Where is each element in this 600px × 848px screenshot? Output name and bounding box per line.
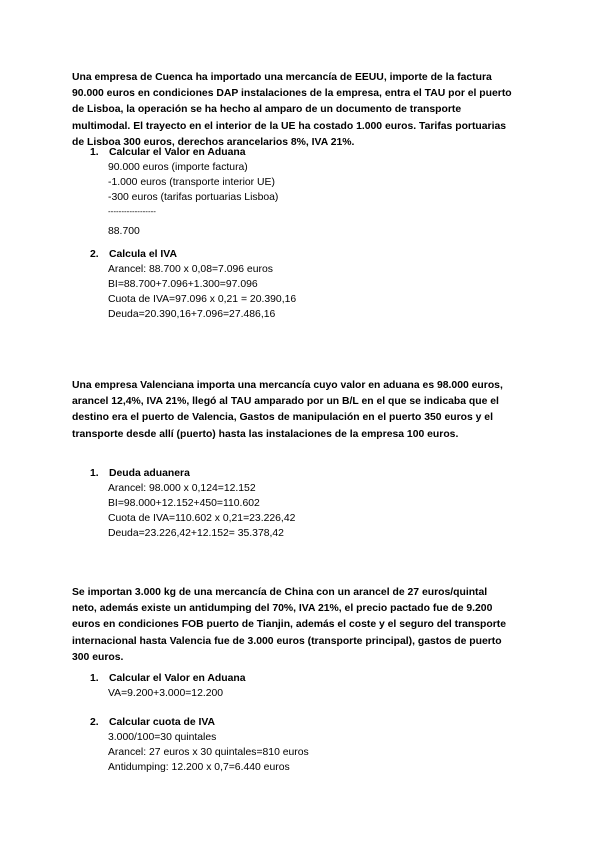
item-heading: Deuda aduanera (109, 468, 190, 479)
problem-3-item-1-heading (90, 671, 245, 686)
item-heading: Calcular el Valor en Aduana (109, 673, 246, 684)
problem-1-item-1-heading (90, 145, 245, 160)
item-number: 1. (90, 468, 99, 479)
item-number: 1. (90, 147, 99, 158)
calc-line: BI=98.000+12.152+450=110.602 (108, 498, 260, 510)
problem-2-item-1-heading (90, 466, 190, 481)
calc-line: Deuda=23.226,42+12.152= 35.378,42 (108, 528, 284, 540)
item-number: 2. (90, 717, 99, 728)
item-heading: Calcular cuota de IVA (109, 717, 216, 728)
item-number: 2. (90, 249, 99, 260)
problem-3-item-1-body (108, 686, 223, 701)
item-heading: Calcular el Valor en Aduana (109, 147, 246, 158)
calc-line: Arancel: 98.000 x 0,124=12.152 (108, 483, 256, 494)
problem-3-statement: Se importan 3.000 kg de una mercancía de China con un arancel de 27 euros/quintal neto, además existe un antidumping del 70%, IVA 21%, el precio pactado fue de 9.200 euros en condiciones FOB puerto de Tianjin, además el coste y el seguro del transporte internacional hasta Valencia fue de 3.000 euros (transporte principal), gastos de puerto 300 euros. (72, 587, 507, 663)
item-number: 1. (90, 673, 99, 684)
calc-line: Antidumping: 12.200 x 0,7=6.440 euros (108, 762, 290, 774)
calc-separator: ------------------ (108, 207, 156, 217)
problem-2-statement: Una empresa Valenciana importa una mercancía cuyo valor en aduana es 98.000 euros, arancel 12,4%, IVA 21%, llegó al TAU amparado por un B/L en el que se indicaba que el destino era el puerto de Valencia, Gastos de manipulación en el puerto 350 euros y el transporte desde allí (puerto) hasta las instalaciones de la empresa 100 euros. (72, 380, 503, 440)
calc-line: -1.000 euros (transporte interior UE) (108, 177, 275, 189)
item-heading: Calcula el IVA (109, 249, 177, 260)
calc-line: Arancel: 88.700 x 0,08=7.096 euros (108, 264, 273, 275)
calc-line: -300 euros (tarifas portuarias Lisboa) (108, 192, 279, 204)
calc-line: BI=88.700+7.096+1.300=97.096 (108, 279, 258, 291)
problem-1-item-2-body (108, 262, 296, 322)
problem-1-item-1-body (108, 160, 278, 239)
calc-result: 88.700 (108, 226, 140, 238)
problem-3-item-2-heading (90, 715, 215, 730)
calc-line: Deuda=20.390,16+7.096=27.486,16 (108, 309, 276, 321)
calc-line: Arancel: 27 euros x 30 quintales=810 euros (108, 747, 309, 759)
calc-line: 90.000 euros (importe factura) (108, 162, 248, 173)
calc-line: VA=9.200+3.000=12.200 (108, 688, 224, 699)
problem-1-statement: Una empresa de Cuenca ha importado una mercancía de EEUU, importe de la factura 90.000 euros en condiciones DAP instalaciones de la empresa, entra el TAU por el puerto de Lisboa, la operación se ha hecho al amparo de un documento de transporte multimodal. El trayecto en el interior de la UE ha costado 1.000 euros. Tarifas portuarias de Lisboa 300 euros, derechos arancelarios 8%, IVA 21%. (72, 72, 512, 148)
calc-line: 3.000/100=30 quintales (108, 732, 217, 743)
problem-2-item-1-body (108, 481, 295, 541)
calc-line: Cuota de IVA=97.096 x 0,21 = 20.390,16 (108, 294, 297, 306)
problem-3-item-2-body (108, 730, 309, 775)
calc-blank (108, 217, 278, 224)
problem-1-item-2-heading (90, 247, 177, 262)
calc-line: Cuota de IVA=110.602 x 0,21=23.226,42 (108, 513, 296, 525)
